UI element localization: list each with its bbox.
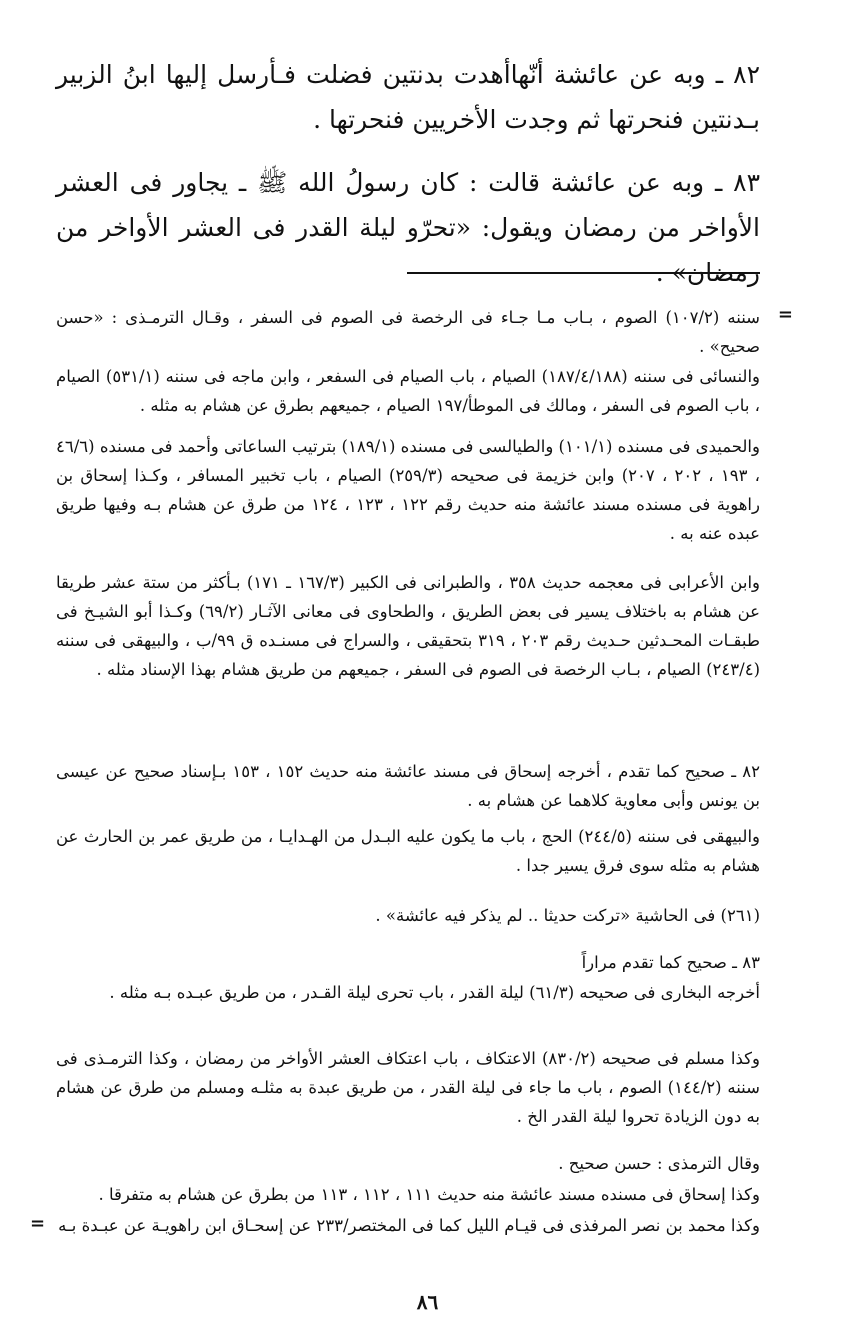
continued-mark: =: [777, 304, 793, 325]
footnote-marwazi: وكذا محمد بن نصر المرفذى فى قيـام الليل كما فى المختصر/٢٣٣ عن إسحـاق ابن راهويـة عن عبـدة بـه: [58, 1216, 760, 1235]
footnote-sunan-tirmidhi: سننه (١٠٧/٢) الصوم ، بـاب مـا جـاء فى الرخصة فى الصوم فى السفر ، وقـال الترمـذى : «حسن صحيح» .: [56, 308, 760, 356]
footnote-separator: [407, 272, 760, 274]
hadith-82: ٨٢ ـ وبه عن عائشة أنّهاأهدت بدنتين فضلت فـأرسل إليها ابنُ الزبير بـدنتين فنحرتها ثم وجدت الأخريين فنحرتها .: [56, 60, 760, 134]
footnote-tirmidhi-grade: وقال الترمذى : حسن صحيح .: [558, 1154, 760, 1173]
footnote-nasai: والنسائى فى سننه (١٨٧/٤/١٨٨) الصيام ، باب الصيام فى السفعر ، وابن ماجه فى سننه (٥٣١/١) الصيام ، باب الصوم فى السفر ، ومالك فى الموطأ/١٩٧ الصيام ، جميعهم بطرق عن هشام به مثله .: [56, 367, 761, 415]
footnote-bukhari: أخرجه البخارى فى صحيحه (٦١/٣) ليلة القدر ، باب تحرى ليلة القـدر ، من طريق عبـده بـه مثله .: [109, 983, 760, 1002]
footnote-ibn-arabi: وابن الأعرابى فى معجمه حديث ٣٥٨ ، والطبرانى فى الكبير (١٦٧/٣ ـ ١٧١) بـأكثر من ستة عشر طريقا عن هشام به باختلاف يسير فى بعض الطريق ، والطحاوى فى معانى الآثـار (٦٩/٢) وكـذا أبو الشيـخ فى طبقـات المحـدثين حـديث رقم ٢٠٣ ، ٣١٩ بتحقيقى ، والسراج فى مسنـده ق ٩٩/ب ، والبيهقى فى سننه (٢٤٣/٤) الصيام ، بـاب الرخصة فى الصوم فى السفر ، جميعهم من طريق هشام بهذا الإسناد مثله .: [56, 573, 761, 679]
footnote-82-sahih: ٨٢ ـ صحيح كما تقدم ، أخرجه إسحاق فى مسند عائشة منه حديث ١٥٢ ، ١٥٣ بـإسناد صحيح عن عيسى بن يونس وأبى معاوية كلاهما عن هشام به .: [56, 762, 760, 810]
footnote-83-sahih: ٨٣ ـ صحيح كما تقدم مراراً: [581, 953, 760, 972]
footnote-bayhaqi: والبيهقى فى سننه (٢٤٤/٥) الحج ، باب ما يكون عليه البـدل من الهـدايـا ، من طريق عمر بن الحارث عن هشام به مثله سوى فرق يسير جدا .: [56, 827, 760, 875]
footnote-muslim: وكذا مسلم فى صحيحه (٨٣٠/٢) الاعتكاف ، باب اعتكاف العشر الأواخر من رمضان ، وكذا الترمـذى فى سننه (١٤٤/٢) الصوم ، باب ما جاء فى ليلة القدر ، من طريق عبدة به مثلـه ومسلم من طرق عن هشام به دون الزيادة تحروا ليلة القدر الخ .: [56, 1049, 761, 1126]
footnote-ishaq: وكذا إسحاق فى مسنده مسند عائشة منه حديث ١١١ ، ١١٢ ، ١١٣ من بطرق عن هشام به متفرقا .: [98, 1185, 760, 1204]
page-number: ٨٦: [416, 1290, 439, 1314]
footnote-hashiya: (٢٦١) فى الحاشية «تركت حديثا .. لم يذكر فيه عائشة» .: [375, 906, 760, 925]
continues-mark: =: [30, 1213, 46, 1234]
hadith-83: ٨٣ ـ وبه عن عائشة قالت : كان رسولُ الله ﷺ ـ يجاور فى العشر الأواخر من رمضان ويقول: «تحرّو ليلة القدر فى العشر الأواخر من رمضان» .: [56, 168, 760, 287]
footnote-humaidi: والحميدى فى مسنده (١٠١/١) والطيالسى فى مسنده (١٨٩/١) بترتيب الساعاتى وأحمد فى مسنده (٤٦/٦ ، ١٩٣ ، ٢٠٢ ، ٢٠٧) وابن خزيمة فى صحيحه (٢٥٩/٣) الصيام ، باب تخبير المسافر ، وكـذا إسحاق بن راهوية فى مسنده مسند عائشة منه حديث رقم ١٢٢ ، ١٢٣ ، ١٢٤ من طرق عن هشام بـه وفيها طريق عبده عنه به .: [56, 437, 760, 543]
